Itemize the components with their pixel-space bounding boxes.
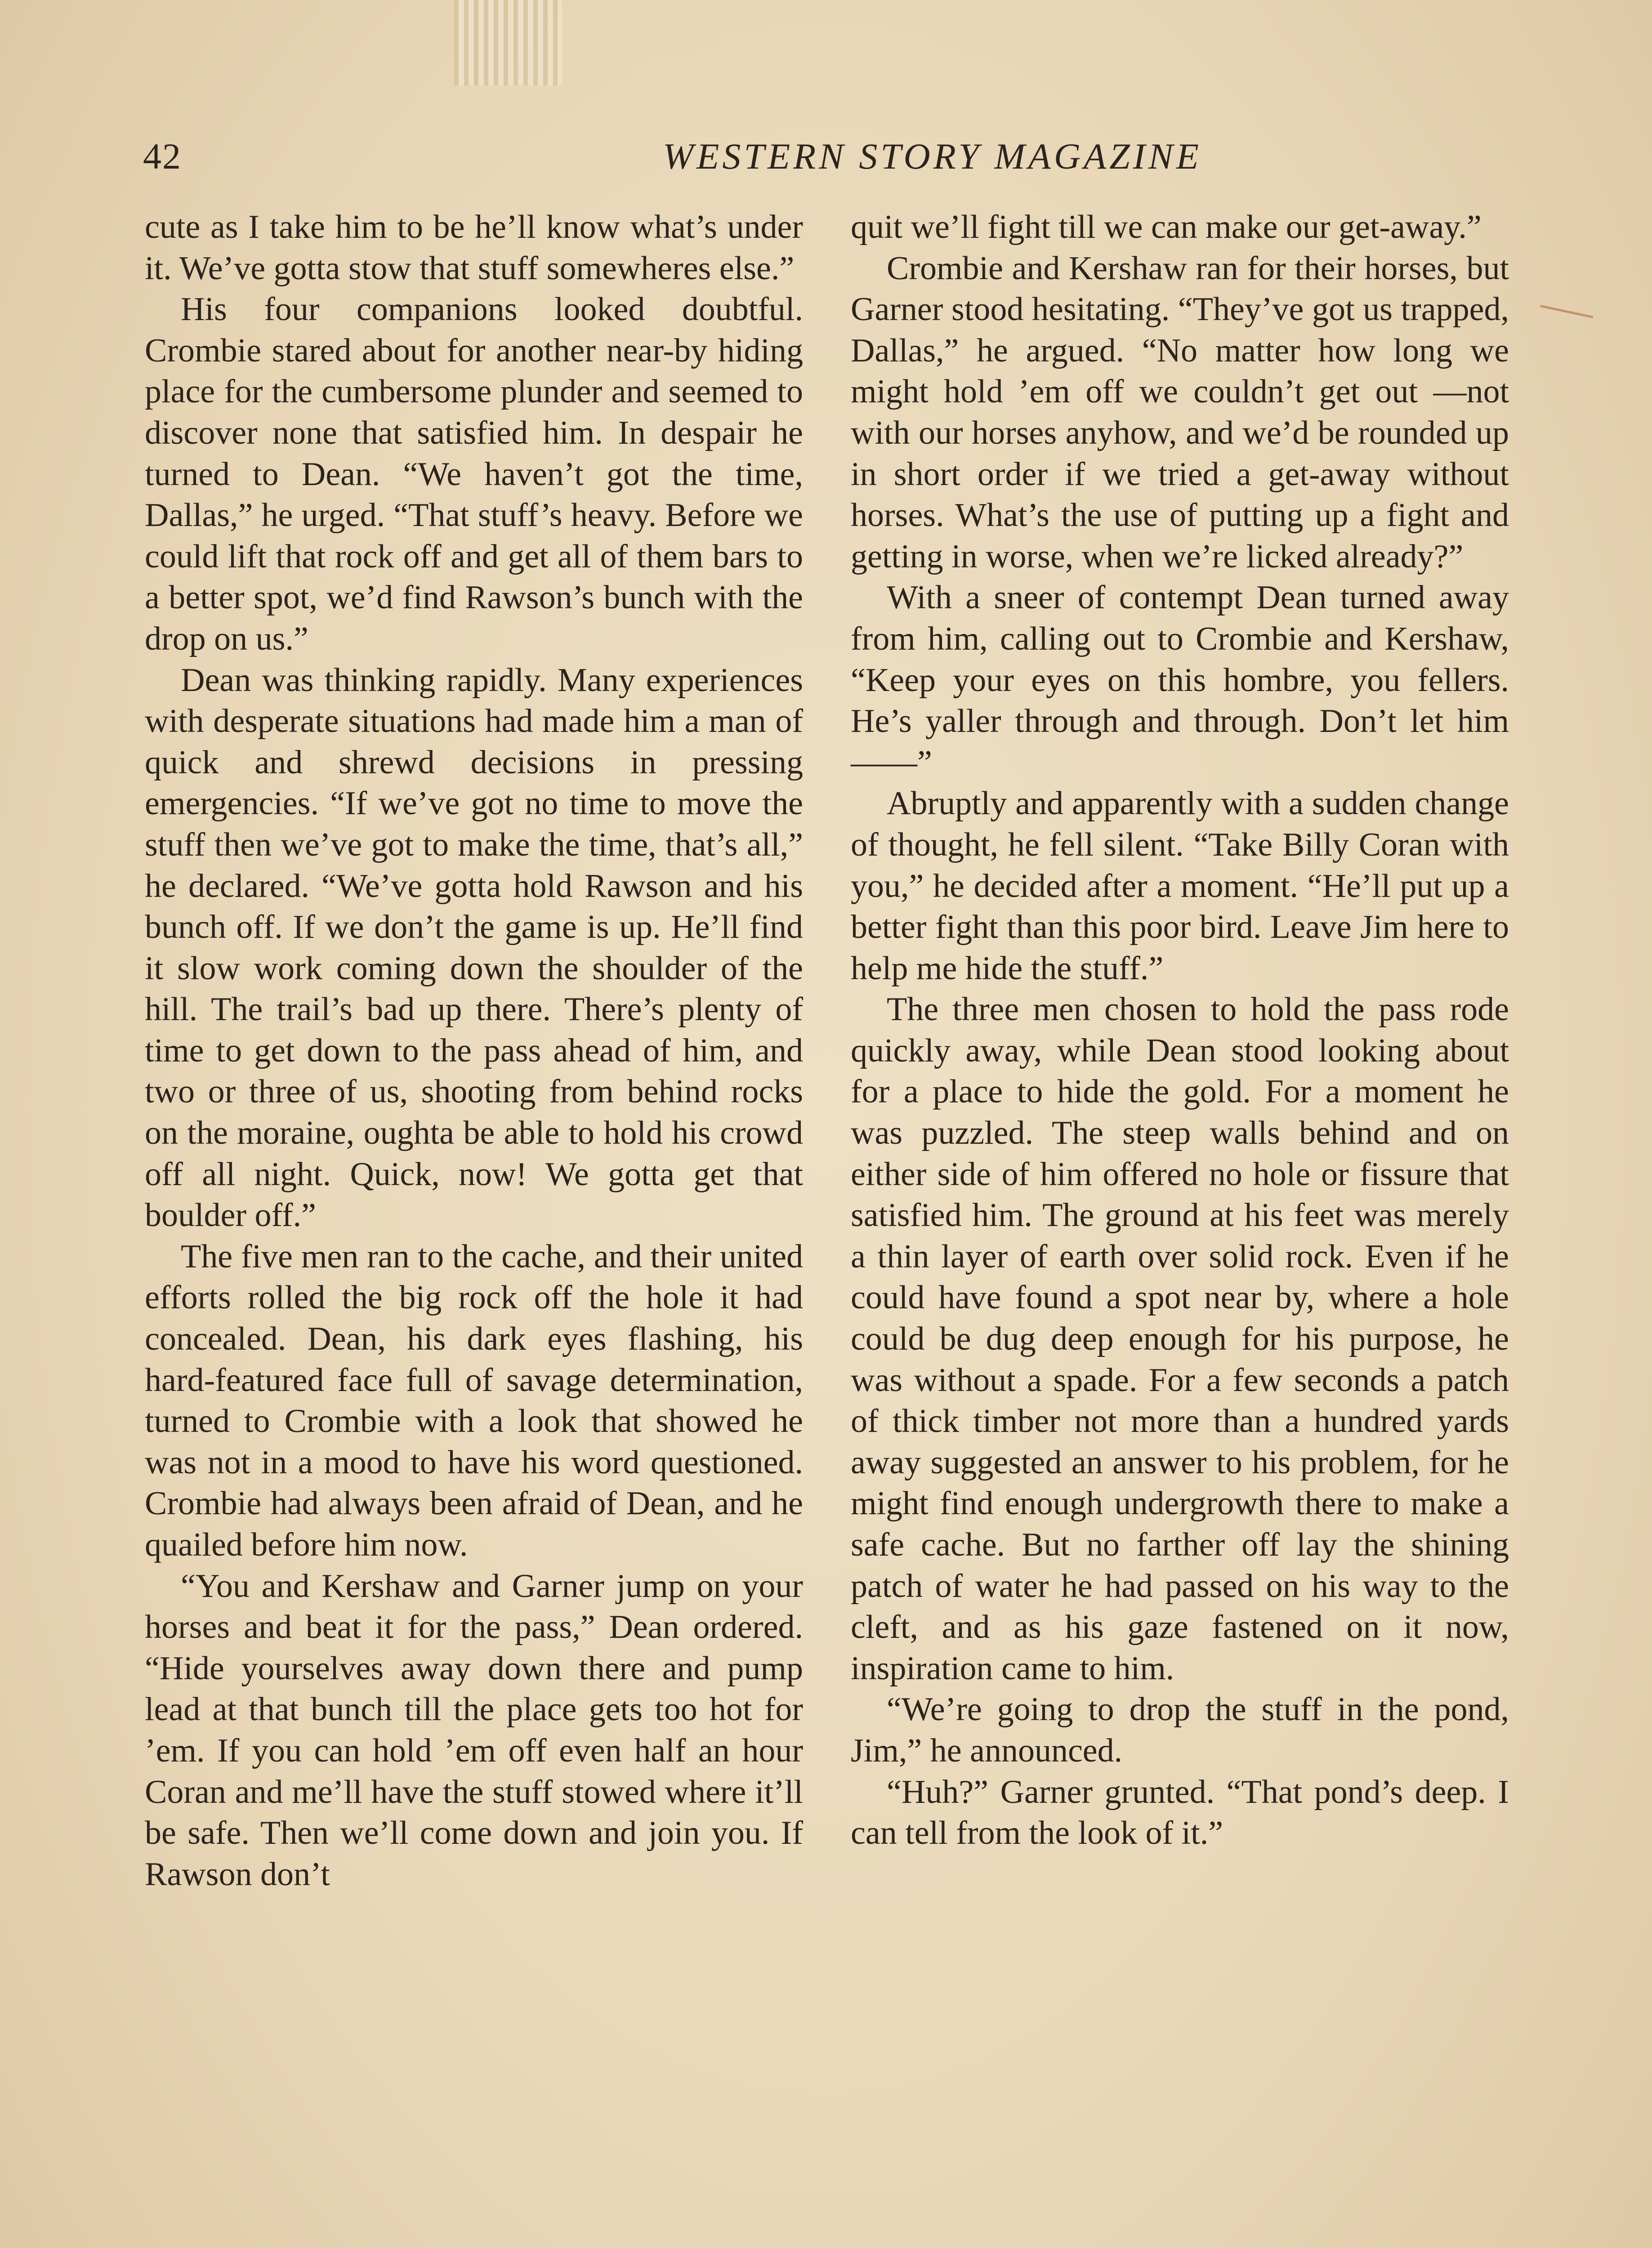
binding-edge <box>454 0 562 85</box>
paragraph: With a sneer of contempt Dean turned away from him, calling out to Crombie and Kershaw, “Keep your eyes on this hombre, you fellers. He’s yaller through and through. Don’t let him——” <box>851 579 1509 781</box>
paragraph: Crombie and Kershaw ran for their horses, but Garner stood hesitating. “They’ve got us trapped, Dallas,” he argued. “No matter how long we might hold ’em off we couldn’t get out —not with our horses anyhow, and we’d be rounded up in short order if we tried a get-away without horses. What’s the use of putting up a fight and getting in worse, when we’re licked already?” <box>851 250 1509 575</box>
paragraph: “We’re going to drop the stuff in the pond, Jim,” he announced. <box>851 1691 1509 1769</box>
paragraph: Dean was thinking rapidly. Many experiences with desperate situations had made him a man of quick and shrewd decisions in pressing emergencies. “If we’ve got no time to move the stuff then we’ve got to make the time, that’s all,” he declared. “We’ve gotta hold Rawson and his bunch off. If we don’t the game is up. He’ll find it slow work coming down the shoulder of the hill. The trail’s bad up there. There’s plenty of time to get down to the pass ahead of him, and two or three of us, shooting from behind rocks on the moraine, oughta be able to hold his crowd off all night. Quick, now! We gotta get that boulder off.” <box>145 661 803 1234</box>
paragraph: The five men ran to the cache, and their united efforts rolled the big rock off the hole it had concealed. Dean, his dark eyes flashing, his hard-featured face full of savage determination, turned to Crombie with a look that showed he was not in a mood to have his word questioned. Crombie had always been afraid of Dean, and he quailed before him now. <box>145 1238 803 1563</box>
paragraph: cute as I take him to be he’ll know what’s under it. We’ve gotta stow that stuff somewheres else.” <box>145 209 803 287</box>
margin-mark <box>1536 305 1594 336</box>
paragraph: Abruptly and apparently with a sudden change of thought, he fell silent. “Take Billy Coran with you,” he decided after a moment. “He’ll put up a better fight than this poor bird. Leave Jim here to help me hide the stuff.” <box>851 785 1509 987</box>
paragraph: “You and Kershaw and Garner jump on your horses and beat it for the pass,” Dean ordered. “Hide yourselves away down there and pump lead at that bunch till the place gets too hot for ’em. If you can hold ’em off even half an hour Coran and me’ll have the stuff stowed where it’ll be safe. Then we’ll come down and join you. If Rawson don’t <box>145 1567 803 1893</box>
running-head: WESTERN STORY MAGAZINE <box>663 136 1202 177</box>
paragraph: The three men chosen to hold the pass rode quickly away, while Dean stood looking about for a place to hide the gold. For a moment he was puzzled. The steep walls behind and on either side of him offered no hole or fissure that satisfied him. The ground at his feet was merely a thin layer of earth over solid rock. Even if he could have found a spot near by, where a hole could be dug deep enough for his purpose, he was without a spade. For a few seconds a patch of thick timber not more than a hundred yards away suggested an answer to his problem, for he might find enough undergrowth there to make a safe cache. But no farther off lay the shining patch of water he had passed on his way to the cleft, and as his gaze fastened on it now, inspiration came to him. <box>851 991 1509 1687</box>
paragraph: quit we’ll fight till we can make our get-away.” <box>851 209 1482 245</box>
paragraph: “Huh?” Garner grunted. “That pond’s deep. I can tell from the look of it.” <box>851 1773 1509 1852</box>
right-column <box>851 207 1509 1854</box>
page-number: 42 <box>143 136 182 177</box>
left-column <box>145 207 803 1895</box>
paragraph: His four companions looked doubtful. Crombie stared about for another near-by hiding place for the cumbersome plunder and seemed to discover none that satisfied him. In despair he turned to Dean. “We haven’t got the time, Dallas,” he urged. “That stuff’s heavy. Before we could lift that rock off and get all of them bars to a better spot, we’d find Rawson’s bunch with the drop on us.” <box>145 291 803 657</box>
page-header <box>143 125 1510 188</box>
